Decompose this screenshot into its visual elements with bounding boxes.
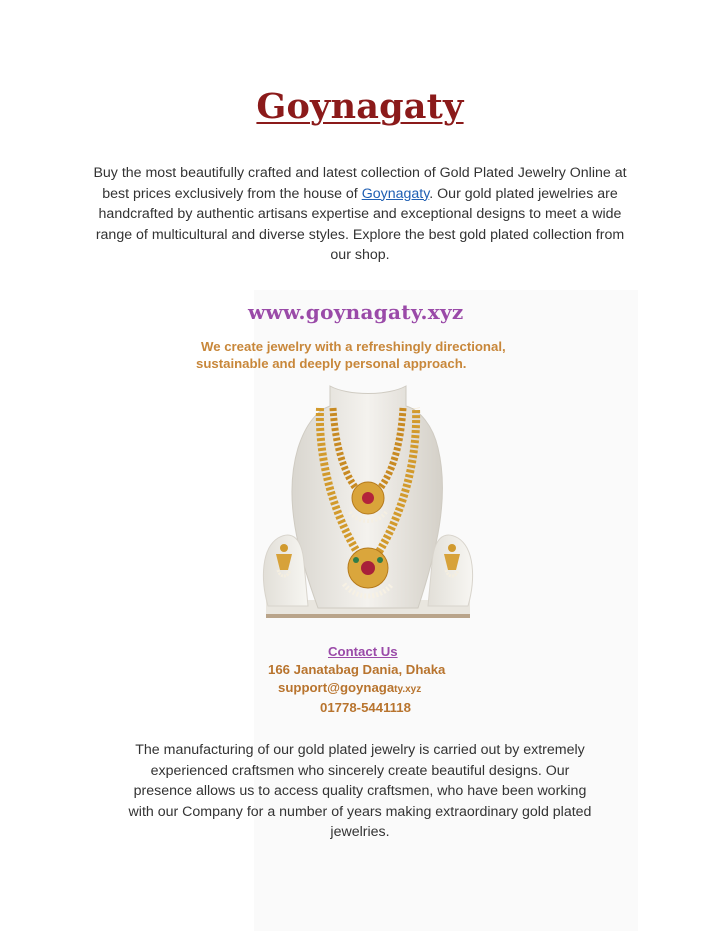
contact-email	[268, 679, 488, 699]
contact-heading: Contact Us	[328, 644, 398, 659]
intro-text-end: . Our gold plated jewelries are handcrafted by authentic artisans expertise and exceptional designs to meet a wide range of multicultural and diverse styles. Explore the best gold plated collection from our shop.	[95, 185, 625, 264]
contact-email-main: support@goynaga	[278, 680, 395, 695]
promo-url: www.goynagaty.xyz	[248, 300, 464, 324]
outro-paragraph: The manufacturing of our gold plated jewelry is carried out by extremely experienced craftsmen who sincerely create beautiful designs. Our presence allows us to access quality craftsmen, who have been working with our Company for a number of years making extraordinary gold plated jewelries.	[128, 742, 592, 841]
necklace-set-image	[258, 378, 478, 636]
contact-address: 166 Janatabag Dania, Dhaka	[268, 662, 446, 677]
intro-paragraph	[86, 163, 634, 266]
goynagaty-link[interactable]: Goynagaty	[361, 185, 430, 202]
contact-email-tail: ty.xyz	[394, 684, 422, 695]
intro-text-start: Buy the most beautifully crafted and latest collection of Gold Plated Jewelry Online at best prices exclusively from the house of	[93, 165, 627, 202]
contact-phone: 01778-5441118	[320, 700, 411, 715]
tagline-line-2: sustainable and deeply personal approach.	[196, 356, 467, 371]
tagline-line-1: We create jewelry with a refreshingly directional,	[201, 339, 506, 354]
contact-block	[268, 643, 488, 717]
promo-tagline	[196, 338, 576, 372]
page-title: Goynagaty	[256, 86, 464, 127]
